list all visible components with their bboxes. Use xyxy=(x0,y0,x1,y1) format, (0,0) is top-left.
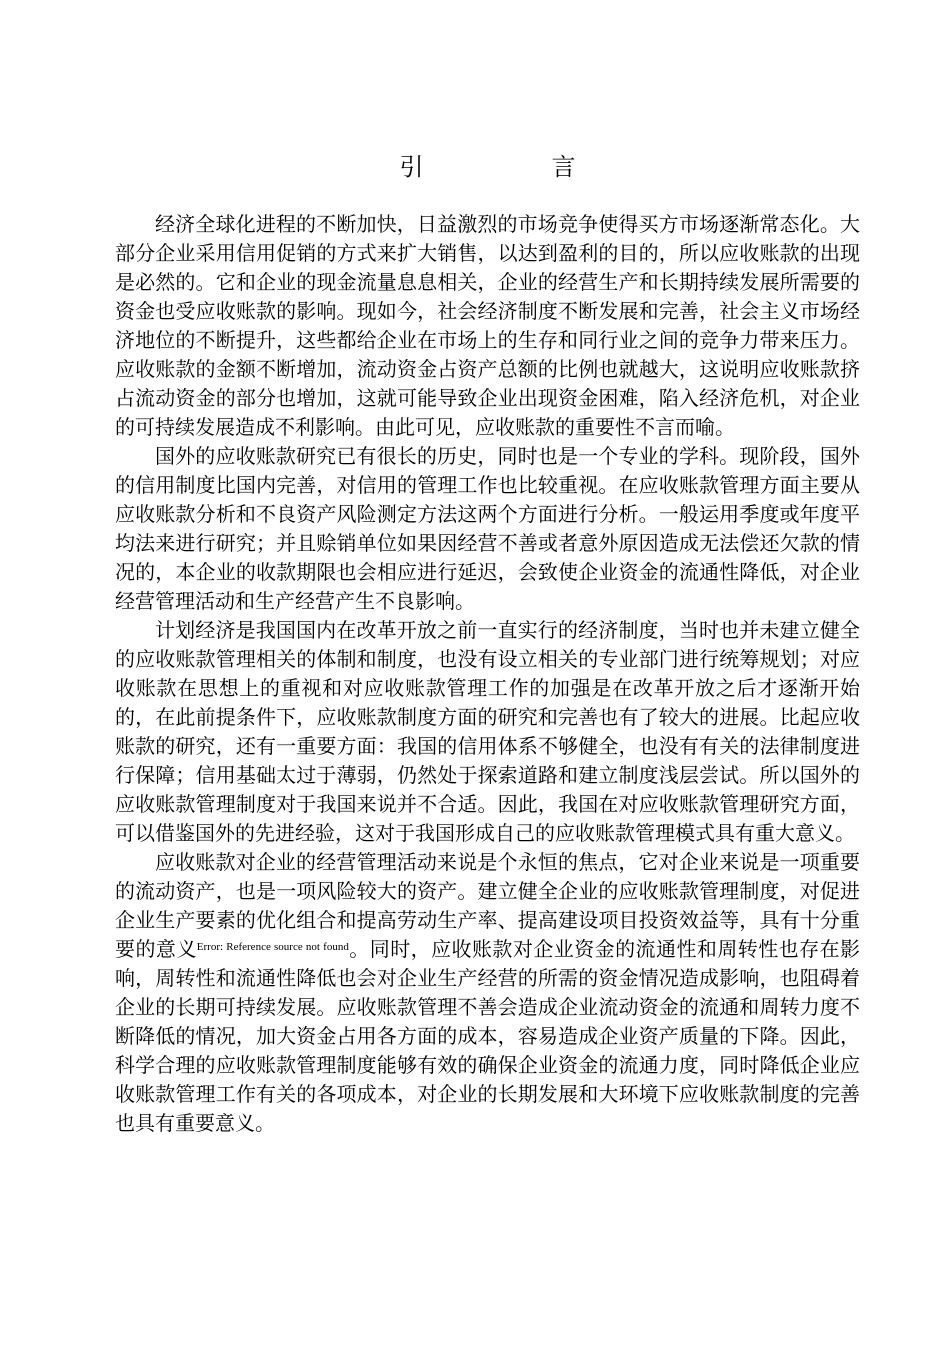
paragraph-4 xyxy=(115,848,860,1138)
document-page xyxy=(115,150,860,1138)
reference-error: Error: Reference source not found xyxy=(196,941,349,953)
paragraph-4-text-after-ref: 。同时，应收账款对企业资金的流通性和周转性也存在影响，周转性和流通性降低也会对企业生产经营的所需的资金情况造成影响，也阻碍着企业的长期可持续发展。应收账款管理不善会造成企业流动资金的流通和周转力度不断降低的情况，加大资金占用各方面的成本，容易造成企业资产质量的下降。因此，科学合理的应收账款管理制度能够有效的确保企业资金的流通力度，同时降低企业应收账款管理工作有关的各项成本，对企业的长期发展和大环境下应收账款制度的完善也具有重要意义。 xyxy=(115,937,861,1135)
paragraph-4-text-before-ref: 应收账款对企业的经营管理活动来说是个永恒的焦点，它对企业来说是一项重要的流动资产，也是一项风险较大的资产。建立健全企业的应收账款管理制度，对促进企业生产要素的优化组合和提高劳动生产率、提高建设项目投资效益等，具有十分重要的意义 xyxy=(115,850,860,961)
paragraph-1: 经济全球化进程的不断加快，日益激烈的市场竞争使得买方市场逐渐常态化。大部分企业采用信用促销的方式来扩大销售，以达到盈利的目的，所以应收账款的出现是必然的。它和企业的现金流量息息相关，企业的经营生产和长期持续发展所需要的资金也受应收账款的影响。现如今，社会经济制度不断发展和完善，社会主义市场经济地位的不断提升，这些都给企业在市场上的生存和同行业之间的竞争力带来压力。应收账款的金额不断增加，流动资金占资产总额的比例也就越大，这说明应收账款挤占流动资金的部分也增加，这就可能导致企业出现资金困难，陷入经济危机，对企业的可持续发展造成不利影响。由此可见，应收账款的重要性不言而喻。 xyxy=(115,212,860,439)
paragraph-3: 计划经济是我国国内在改革开放之前一直实行的经济制度，当时也并未建立健全的应收账款管理相关的体制和制度，也没有设立相关的专业部门进行统筹规划；对应收账款在思想上的重视和对应收账款管理工作的加强是在改革开放之后才逐渐开始的，在此前提条件下，应收账款制度方面的研究和完善也有了较大的进展。比起应收账款的研究，还有一重要方面：我国的信用体系不够健全，也没有有关的法律制度进行保障；信用基础太过于薄弱，仍然处于探索道路和建立制度浅层尝试。所以国外的应收账款管理制度对于我国来说并不合适。因此，我国在对应收账款管理研究方面，可以借鉴国外的先进经验，这对于我国形成自己的应收账款管理模式具有重大意义。 xyxy=(115,618,860,845)
page-title: 引 言 xyxy=(399,153,628,181)
paragraph-2: 国外的应收账款研究已有很长的历史，同时也是一个专业的学科。现阶段，国外的信用制度比国内完善，对信用的管理工作也比较重视。在应收账款管理方面主要从应收账款分析和不良资产风险测定方法这两个方面进行分析。一般运用季度或年度平均法来进行研究；并且赊销单位如果因经营不善或者意外原因造成无法偿还欠款的情况的，本企业的收款期限也会相应进行延迟，会致使企业资金的流通性降低，对企业经营管理活动和生产经营产生不良影响。 xyxy=(115,444,860,613)
